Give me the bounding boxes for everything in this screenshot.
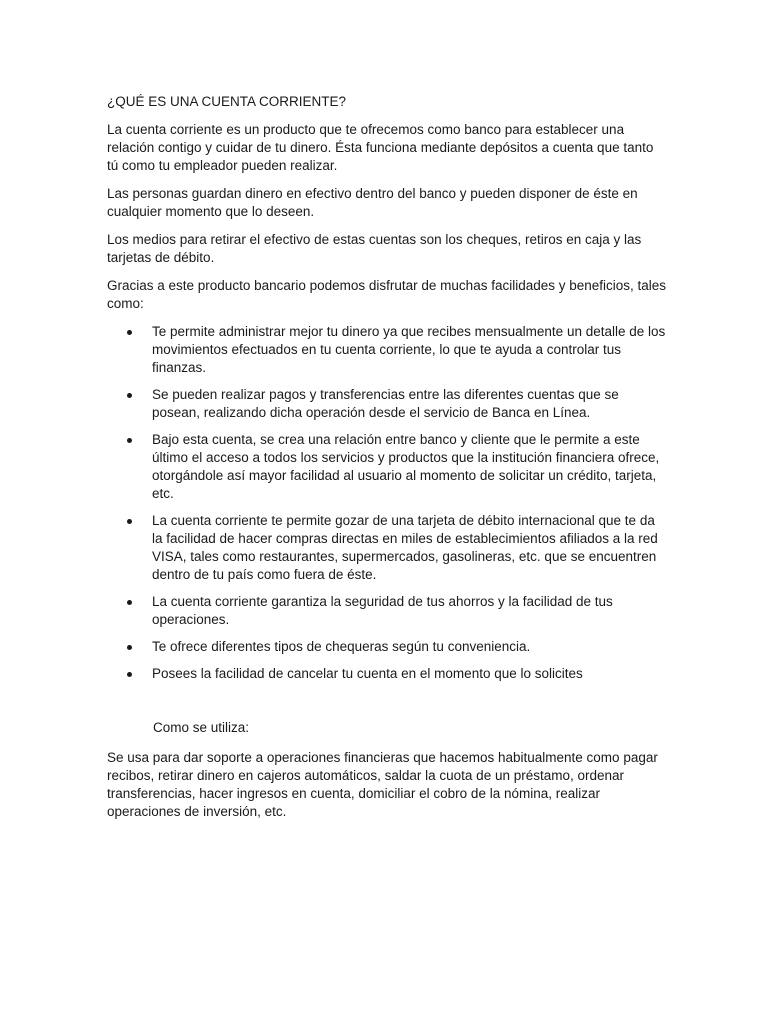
list-item	[107, 593, 667, 629]
bullet-icon	[127, 600, 132, 605]
list-item	[107, 386, 667, 422]
list-item-text: Te permite administrar mejor tu dinero ya que recibes mensualmente un detalle de los movimientos efectuados en tu cuenta corriente, lo que te ayuda a controlar tus finanzas.	[152, 324, 666, 375]
document-body	[107, 93, 667, 831]
bullet-icon	[127, 645, 132, 650]
bullet-icon	[127, 393, 132, 398]
usage-subheading: Como se utiliza:	[153, 720, 250, 735]
list-item-text: Se pueden realizar pagos y transferencias entre las diferentes cuentas que se posean, realizando dicha operación desde el servicio de Banca en Línea.	[152, 387, 619, 420]
bullet-icon	[127, 438, 132, 443]
list-item	[107, 638, 667, 656]
paragraph-definition: La cuenta corriente es un producto que te ofrecemos como banco para establecer una relación contigo y cuidar de tu dinero. Ésta funciona mediante depósitos a cuenta que tanto tú como tu empleador pueden realizar.	[107, 122, 654, 173]
paragraph-benefits-intro: Gracias a este producto bancario podemos disfrutar de muchas facilidades y beneficios, tales como:	[107, 278, 667, 311]
bullet-icon	[127, 330, 132, 335]
paragraph-withdrawal-means: Los medios para retirar el efectivo de estas cuentas son los cheques, retiros en caja y las tarjetas de débito.	[107, 232, 642, 265]
bullet-icon	[127, 672, 132, 677]
list-item	[107, 323, 667, 377]
list-item-text: Te ofrece diferentes tipos de chequeras según tu conveniencia.	[152, 639, 531, 654]
document-heading: ¿QUÉ ES UNA CUENTA CORRIENTE?	[107, 94, 347, 109]
bullet-icon	[127, 519, 132, 524]
list-item	[107, 665, 667, 683]
paragraph-usage: Se usa para dar soporte a operaciones financieras que hacemos habitualmente como pagar recibos, retirar dinero en cajeros automáticos, saldar la cuota de un préstamo, ordenar transferencias, hacer ingresos en cuenta, domiciliar el cobro de la nómina, realizar operaciones de inversión, etc.	[107, 750, 658, 819]
list-item-text: Posees la facilidad de cancelar tu cuenta en el momento que lo solicites	[152, 666, 583, 681]
list-item	[107, 431, 667, 503]
list-item-text: La cuenta corriente te permite gozar de una tarjeta de débito internacional que te da la facilidad de hacer compras directas en miles de establecimientos afiliados a la red VISA, tales como restaurantes, supermercados, gasolineras, etc. que se encuentren dentro de tu país como fuera de éste.	[152, 513, 658, 582]
list-item-text: Bajo esta cuenta, se crea una relación entre banco y cliente que le permite a este último el acceso a todos los servicios y productos que la institución financiera ofrece, otorgándole así mayor facilidad al usuario al momento de solicitar un crédito, tarjeta, etc.	[152, 432, 660, 501]
benefits-list	[107, 323, 667, 683]
list-item-text: La cuenta corriente garantiza la seguridad de tus ahorros y la facilidad de tus operaciones.	[152, 594, 613, 627]
list-item	[107, 512, 667, 584]
paragraph-cash-deposit: Las personas guardan dinero en efectivo dentro del banco y pueden disponer de éste en cualquier momento que lo deseen.	[107, 186, 638, 219]
